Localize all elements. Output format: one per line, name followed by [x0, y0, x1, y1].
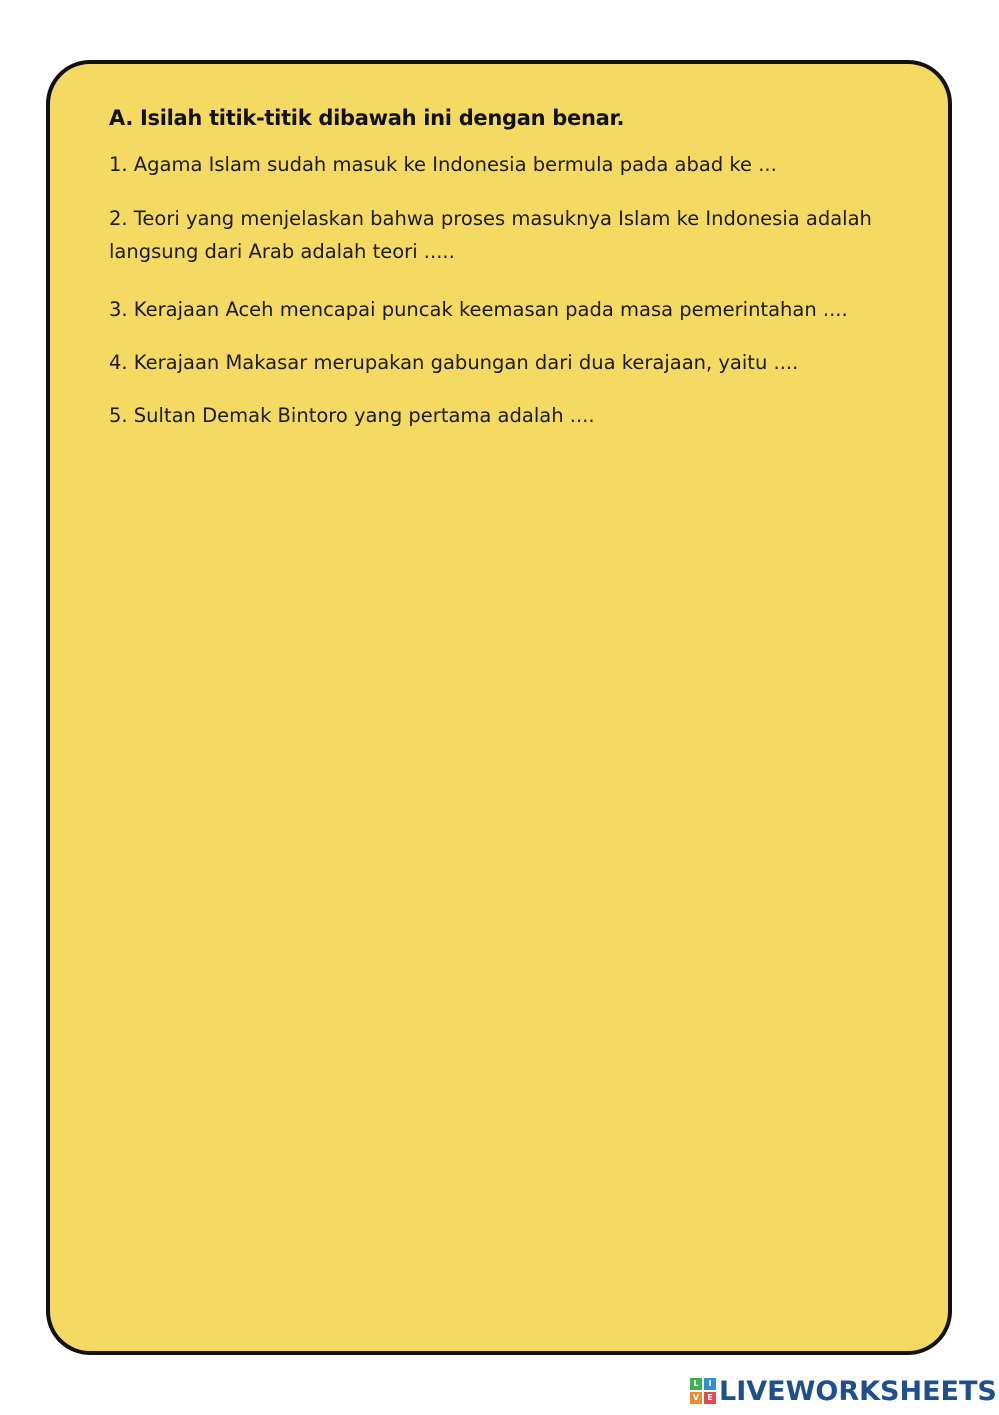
question-2: 2. Teori yang menjelaskan bahwa proses masuknya Islam ke Indonesia adalah langsung dari Arab adalah teori ..... [109, 207, 872, 263]
question-1: 1. Agama Islam sudah masuk ke Indonesia bermula pada abad ke ... [109, 153, 777, 176]
logo-letter-i: I [704, 1378, 716, 1390]
section-heading: A. Isilah titik-titik dibawah ini dengan benar. [109, 106, 625, 130]
logo-icon [690, 1378, 716, 1404]
worksheet-card [46, 60, 952, 1355]
question-4: 4. Kerajaan Makasar merupakan gabungan dari dua kerajaan, yaitu .... [109, 351, 799, 374]
logo-letter-v: V [690, 1392, 702, 1404]
logo-letter-e: E [704, 1392, 716, 1404]
question-5: 5. Sultan Demak Bintoro yang pertama adalah .... [109, 404, 595, 427]
question-3: 3. Kerajaan Aceh mencapai puncak keemasan pada masa pemerintahan .... [109, 298, 848, 321]
liveworksheets-logo [690, 1373, 997, 1409]
logo-letter-l: L [690, 1378, 702, 1390]
brand-name: LIVEWORKSHEETS [719, 1375, 997, 1407]
